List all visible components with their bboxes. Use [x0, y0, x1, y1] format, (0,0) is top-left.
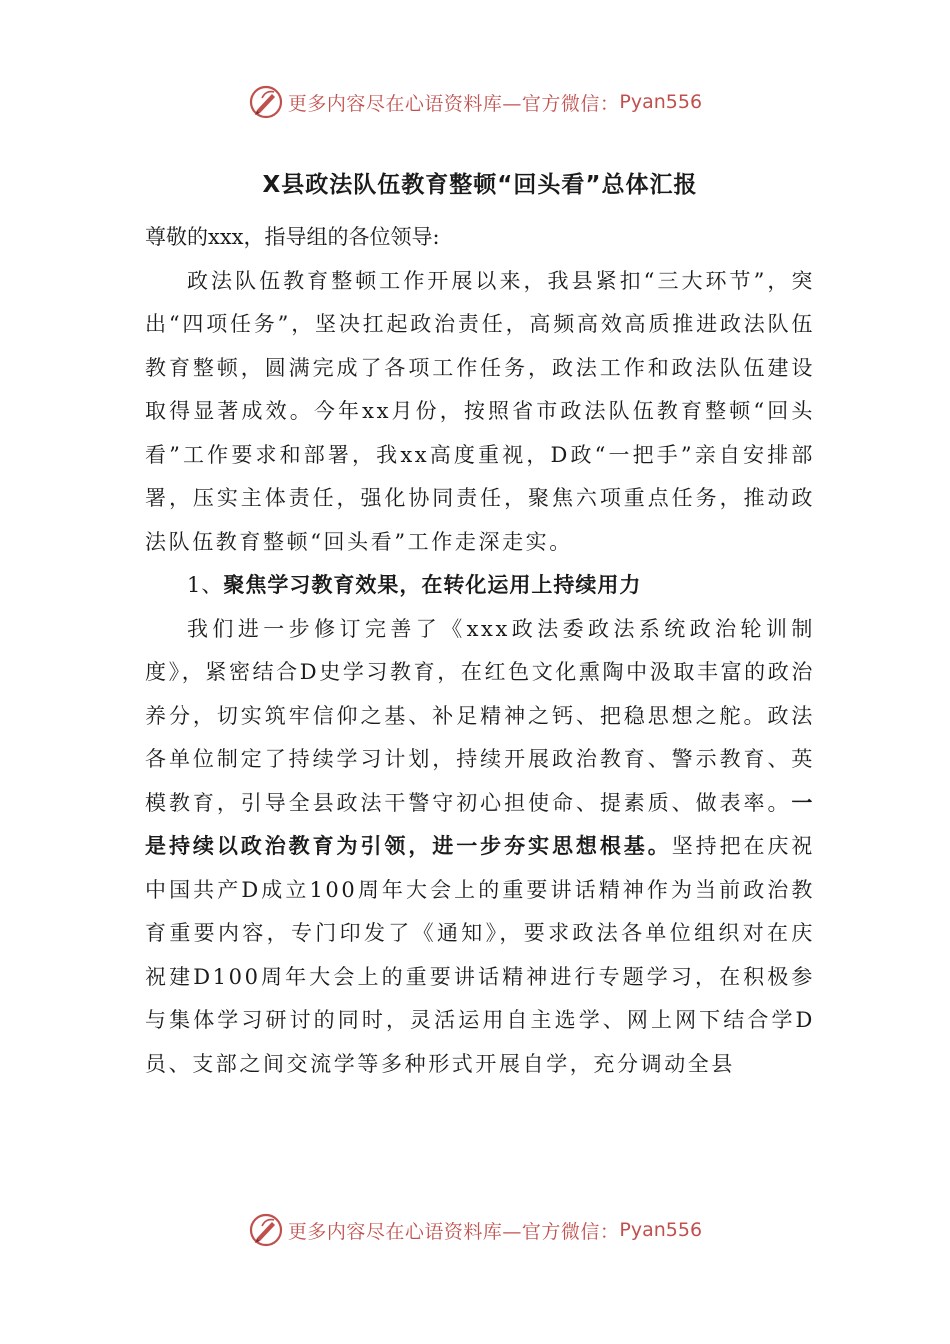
salutation: 尊敬的xxx，指导组的各位领导: [145, 225, 440, 249]
watermark-text: 更多内容尽在心语资料库—官方微信： [287, 1220, 620, 1243]
watermark-handle: Pyan556 [619, 91, 703, 113]
pen-logo-icon [248, 84, 284, 120]
document-title: X县政法队伍教育整顿“回头看”总体汇报 [262, 172, 698, 198]
section-heading [145, 564, 815, 608]
watermark-header [0, 82, 950, 122]
intro-paragraph: 政法队伍教育整顿工作开展以来，我县紧扣“三大环节”，突出“四项任务”，坚决扛起政治责任，高频高效高质推进政法队伍教育整顿，圆满完成了各项工作任务，政法工作和政法队伍建设取得显著成效。今年xx月份，按照省市政法队伍教育整顿“回头看”工作要求和部署，我xx高度重视，D政“一把手”亲自安排部署，压实主体责任，强化协同责任，聚焦六项重点任务，推动政法队伍教育整顿“回头看”工作走深走实。 [145, 268, 815, 554]
section-heading-text: 聚焦学习教育效果，在转化运用上持续用力 [223, 573, 642, 597]
watermark-footer [0, 1210, 950, 1250]
section-number: 1、 [187, 573, 224, 597]
section-paragraph [145, 608, 815, 1087]
watermark-handle: Pyan556 [619, 1219, 703, 1241]
section-paragraph-tail: 坚持把在庆祝中国共产D成立100周年大会上的重要讲话精神作为当前政治教育重要内容，专门印发了《通知》，要求政法各单位组织对在庆祝建D100周年大会上的重要讲话精神进行专题学习，在积极参与集体学习研讨的同时，灵活运用自主选学、网上网下结合学D员、支部之间交流学等多种形式开展自学，充分调动全县 [145, 834, 815, 1076]
watermark-text: 更多内容尽在心语资料库—官方微信： [287, 92, 620, 115]
section-paragraph-lead: 我们进一步修订完善了《xxx政法委政法系统政治轮训制度》，紧密结合D史学习教育，在红色文化熏陶中汲取丰富的政治养分，切实筑牢信仰之基、补足精神之钙、把稳思想之舵。政法各单位制定了持续学习计划，持续开展政治教育、警示教育、英模教育，引导全县政法干警守初心担使命、提素质、做表率。 [145, 616, 815, 815]
document-body [145, 168, 815, 1086]
section-paragraph-bold: 一是持续以政治教育为引领，进一步夯实思想根基。 [145, 790, 815, 858]
pen-logo-icon [248, 1212, 284, 1248]
